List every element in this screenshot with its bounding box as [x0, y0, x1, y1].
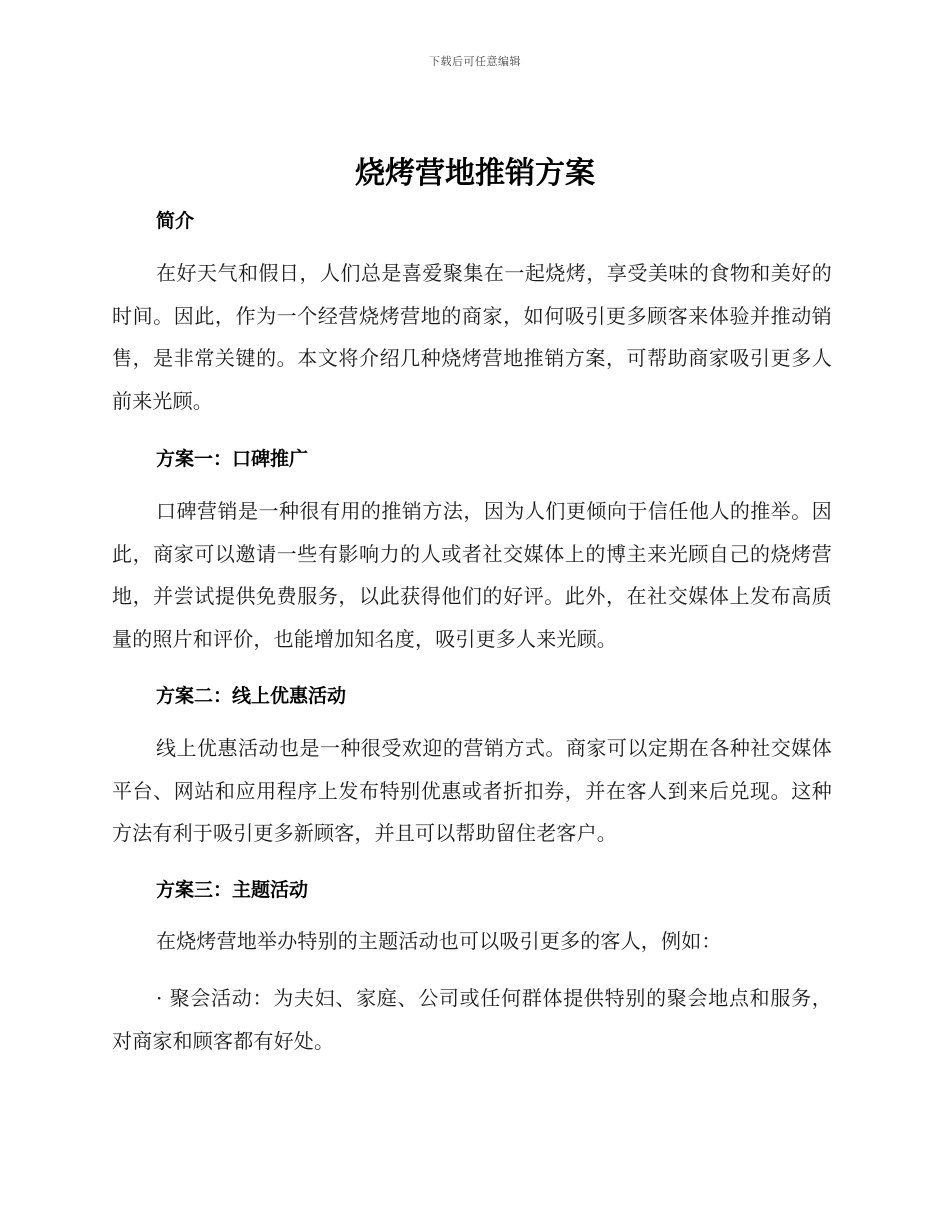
section-intro-body — [112, 252, 832, 422]
section-heading-plan-one: 方案一：口碑推广 — [156, 448, 309, 470]
page-header: 下载后可任意编辑 — [429, 55, 521, 68]
section-plan-one — [112, 444, 832, 471]
section-plan-two — [112, 681, 832, 708]
section-intro — [112, 206, 832, 233]
bullet-item: · 聚会活动：为夫妇、家庭、公司或任何群体提供特别的聚会地点和服务，对商家和顾客都有好处。 — [112, 986, 832, 1053]
section-plan-two-body — [112, 727, 832, 855]
intro-paragraph: 在好天气和假日，人们总是喜爱聚集在一起烧烤，享受美味的食物和美好的时间。因此，作为一个经营烧烤营地的商家，如何吸引更多顾客来体验并推动销售，是非常关键的。本文将介绍几种烧烤营地推销方案，可帮助商家吸引更多人前来光顾。 — [112, 261, 832, 413]
section-heading-plan-three: 方案三：主题活动 — [156, 879, 309, 901]
section-plan-three-body — [112, 920, 832, 963]
plan-one-paragraph: 口碑营销是一种很有用的推销方法，因为人们更倾向于信任他人的推举。因此，商家可以邀请一些有影响力的人或者社交媒体上的博主来光顾自己的烧烤营地，并尝试提供免费服务，以此获得他们的好评。此外，在社交媒体上发布高质量的照片和评价，也能增加知名度，吸引更多人来光顾。 — [112, 499, 832, 651]
section-plan-one-body — [112, 490, 832, 660]
plan-three-paragraph: 在烧烤营地举办特别的主题活动也可以吸引更多的客人，例如： — [156, 929, 722, 953]
section-heading-intro: 简介 — [156, 210, 195, 232]
section-heading-plan-two: 方案二：线上优惠活动 — [156, 685, 347, 707]
plan-two-paragraph: 线上优惠活动也是一种很受欢迎的营销方式。商家可以定期在各种社交媒体平台、网站和应用程序上发布特别优惠或者折扣券，并在客人到来后兑现。这种方法有利于吸引更多新顾客，并且可以帮助留住老客户。 — [112, 736, 832, 845]
document-title: 烧烤营地推销方案 — [355, 156, 595, 191]
section-plan-three-bullets — [112, 977, 832, 1062]
section-plan-three — [112, 875, 832, 902]
